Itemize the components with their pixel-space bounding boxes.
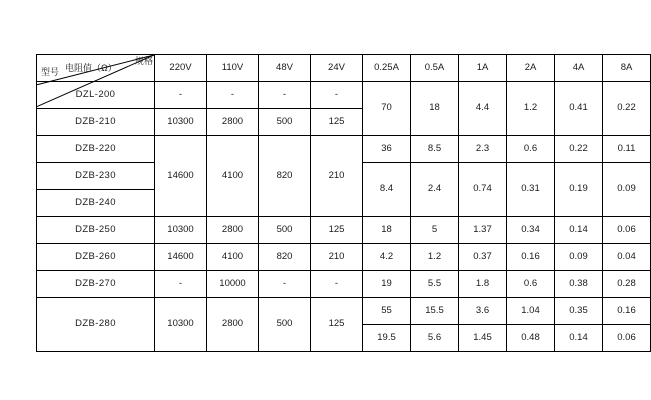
cur-row8-1a: 1.45 [459,325,507,352]
dzb280-48v: 500 [259,298,311,352]
cur-row2-1a: 2.3 [459,136,507,163]
specification-table [36,54,651,352]
dzb250-48v: 500 [259,217,311,244]
cur-row7-2a: 1.04 [507,298,555,325]
dzb250-110v: 2800 [207,217,259,244]
cur-row5-2a: 0.16 [507,244,555,271]
cur-row5-4a: 0.09 [555,244,603,271]
dzb220-240-110v: 4100 [207,136,259,217]
dzb270-110v: 10000 [207,271,259,298]
cur-row2-4a: 0.22 [555,136,603,163]
cur-row3-1a: 0.74 [459,163,507,217]
cur-row6-2a: 0.6 [507,271,555,298]
cur-row5-0-5a: 1.2 [411,244,459,271]
dzb210-24v: 125 [311,109,363,136]
header-current-4a: 4A [555,55,603,82]
dzb260-24v: 210 [311,244,363,271]
header-voltage-220v: 220V [155,55,207,82]
cur-row3-4a: 0.19 [555,163,603,217]
dzb220-240-24v: 210 [311,136,363,217]
dzb270-24v: - [311,271,363,298]
cur-row6-4a: 0.38 [555,271,603,298]
cur-row8-0-5a: 5.6 [411,325,459,352]
cur-row7-0-5a: 15.5 [411,298,459,325]
header-current-1a: 1A [459,55,507,82]
dzl200-48v: - [259,82,311,109]
dzl200-24v: - [311,82,363,109]
dzb210-110v: 2800 [207,109,259,136]
dzl200-110v: - [207,82,259,109]
cur-row7-0-25a: 55 [363,298,411,325]
cur-row3-8a: 0.09 [603,163,651,217]
cur-row1-1a: 4.4 [459,82,507,136]
model-dzl-200: DZL-200 [37,82,155,109]
cur-row5-8a: 0.04 [603,244,651,271]
model-dzb-250: DZB-250 [37,217,155,244]
dzb270-48v: - [259,271,311,298]
cur-row8-2a: 0.48 [507,325,555,352]
dzb220-240-220v: 14600 [155,136,207,217]
table-row [37,298,651,325]
cur-row2-0-25a: 36 [363,136,411,163]
cur-row2-0-5a: 8.5 [411,136,459,163]
dzb210-48v: 500 [259,109,311,136]
dzb260-48v: 820 [259,244,311,271]
dzb210-220v: 10300 [155,109,207,136]
cur-row1-2a: 1.2 [507,82,555,136]
cur-row1-0-5a: 18 [411,82,459,136]
cur-row2-2a: 0.6 [507,136,555,163]
cur-row3-0-25a: 8.4 [363,163,411,217]
header-current-2a: 2A [507,55,555,82]
table-row [37,271,651,298]
corner-resistance-label: 电阻值（Ω） [65,63,117,73]
cur-row4-4a: 0.14 [555,217,603,244]
cur-row4-0-25a: 18 [363,217,411,244]
header-current-0-25a: 0.25A [363,55,411,82]
corner-header-cell [37,55,155,82]
model-dzb-230: DZB-230 [37,163,155,190]
dzb280-24v: 125 [311,298,363,352]
header-voltage-24v: 24V [311,55,363,82]
cur-row8-0-25a: 19.5 [363,325,411,352]
corner-model-label: 型号 [41,67,60,78]
cur-row2-8a: 0.11 [603,136,651,163]
dzb280-220v: 10300 [155,298,207,352]
cur-row6-8a: 0.28 [603,271,651,298]
dzb260-220v: 14600 [155,244,207,271]
cur-row4-0-5a: 5 [411,217,459,244]
cur-row6-1a: 1.8 [459,271,507,298]
cur-row3-2a: 0.31 [507,163,555,217]
cur-row7-1a: 3.6 [459,298,507,325]
cur-row4-1a: 1.37 [459,217,507,244]
model-dzb-280: DZB-280 [37,298,155,352]
cur-row4-2a: 0.34 [507,217,555,244]
cur-row7-4a: 0.35 [555,298,603,325]
dzb250-24v: 125 [311,217,363,244]
cur-row4-8a: 0.06 [603,217,651,244]
dzb280-110v: 2800 [207,298,259,352]
model-dzb-270: DZB-270 [37,271,155,298]
table-row [37,136,651,163]
corner-spec-label: 规格 [135,56,154,66]
model-dzb-260: DZB-260 [37,244,155,271]
model-dzb-210: DZB-210 [37,109,155,136]
model-dzb-220: DZB-220 [37,136,155,163]
cur-row1-0-25a: 70 [363,82,411,136]
header-voltage-48v: 48V [259,55,311,82]
dzl200-220v: - [155,82,207,109]
cur-row1-8a: 0.22 [603,82,651,136]
dzb270-220v: - [155,271,207,298]
cur-row6-0-5a: 5.5 [411,271,459,298]
dzb260-110v: 4100 [207,244,259,271]
cur-row8-4a: 0.14 [555,325,603,352]
cur-row6-0-25a: 19 [363,271,411,298]
table-row [37,244,651,271]
table-row [37,217,651,244]
cur-row8-8a: 0.06 [603,325,651,352]
header-current-0-5a: 0.5A [411,55,459,82]
cur-row1-4a: 0.41 [555,82,603,136]
spec-table-container [36,54,636,352]
header-voltage-110v: 110V [207,55,259,82]
cur-row5-0-25a: 4.2 [363,244,411,271]
cur-row3-0-5a: 2.4 [411,163,459,217]
cur-row7-8a: 0.16 [603,298,651,325]
model-dzb-240: DZB-240 [37,190,155,217]
header-current-8a: 8A [603,55,651,82]
dzb220-240-48v: 820 [259,136,311,217]
cur-row5-1a: 0.37 [459,244,507,271]
dzb250-220v: 10300 [155,217,207,244]
